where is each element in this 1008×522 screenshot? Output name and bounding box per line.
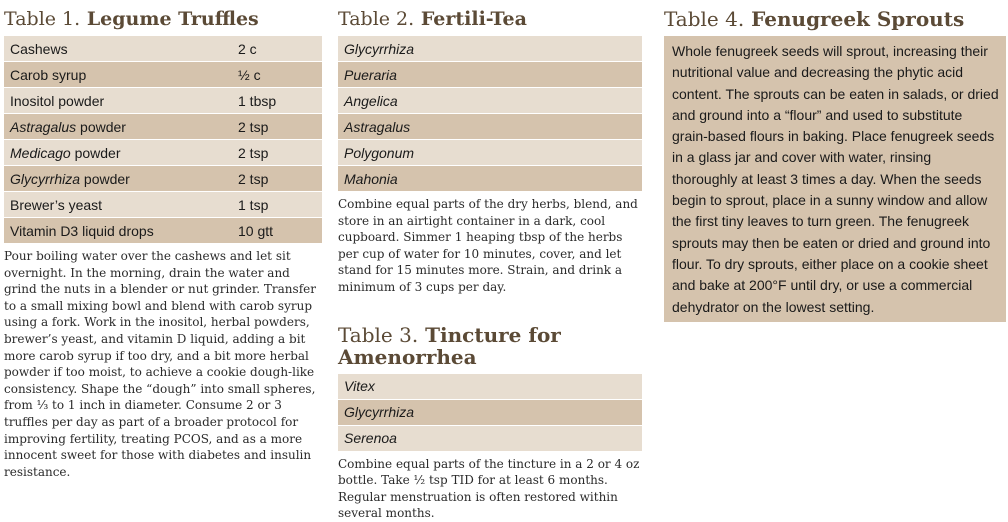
herb-name: Mahonia bbox=[344, 170, 398, 187]
table-row bbox=[338, 374, 642, 400]
ingredient-name: Cashews bbox=[10, 40, 68, 57]
table-row bbox=[4, 140, 322, 166]
ingredient-name: Vitamin D3 liquid drops bbox=[10, 222, 154, 239]
table-row bbox=[338, 166, 642, 192]
herb-name: Pueraria bbox=[344, 66, 397, 83]
herb-name: Astragalus bbox=[344, 118, 411, 135]
herb-name: Serenoa bbox=[344, 430, 397, 447]
herb-name: Glycyrrhiza bbox=[344, 404, 415, 421]
table1-number: Table 1. bbox=[4, 8, 81, 30]
table3-tinctures bbox=[338, 374, 642, 452]
table1-title bbox=[4, 0, 322, 36]
table-row bbox=[4, 114, 322, 140]
table1-instructions: Pour boiling water over the cashews and let sit overnight. In the morning, drain the water and grind the nuts in a blender or nut grinder. Transfer to a small mixing bowl and blend with carob syrup using a fork. Work in the inositol, herbal powders, brewer’s yeast, and vitamin D liquid, adding a bit more carob syrup if too dry, and a bit more herbal powder if too moist, to achieve a cookie dough-like consistency. Shape the “dough” into small spheres, from ⅓ to 1 inch in diameter. Consume 2 or 3 truffles per day as part of a broader protocol for improving fertility, treating PCOS, and as a more innocent sweet for those with diabetes and insulin resistance. bbox=[4, 249, 316, 479]
table-row bbox=[338, 426, 642, 452]
herb-name: Glycyrrhiza bbox=[344, 40, 415, 57]
ingredient-name: Carob syrup bbox=[10, 66, 87, 83]
table4-name: Fenugreek Sprouts bbox=[751, 7, 965, 31]
table1-ingredients bbox=[4, 36, 322, 244]
ingredient-name: Brewer’s yeast bbox=[10, 196, 103, 213]
table2-instructions: Combine equal parts of the dry herbs, blend, and store in an airtight container in a dark, cool cupboard. Simmer 1 heaping tbsp of the herbs per cup of water for 10 minutes, cover, and let stand for 15 minutes more. Strain, and drink a minimum of 3 cups per day. bbox=[338, 197, 638, 294]
table4-title bbox=[664, 0, 1006, 36]
table3-number: Table 3. bbox=[338, 322, 419, 347]
ingredient-quantity: 2 tsp bbox=[238, 118, 269, 135]
table3-section bbox=[338, 316, 642, 522]
table-row bbox=[4, 62, 322, 88]
herb-name: Angelica bbox=[344, 92, 398, 109]
table3-title bbox=[338, 316, 642, 374]
ingredient-quantity: 10 gtt bbox=[238, 222, 274, 239]
table-row bbox=[4, 192, 322, 218]
table-row bbox=[338, 88, 642, 114]
table-row bbox=[338, 114, 642, 140]
table-row bbox=[338, 140, 642, 166]
table3-name: Tincture for Amenorrhea bbox=[338, 322, 561, 369]
ingredient-name: Medicago powder bbox=[10, 144, 121, 161]
table-row bbox=[4, 218, 322, 244]
table2-name: Fertili-Tea bbox=[420, 8, 527, 30]
table4-number: Table 4. bbox=[664, 7, 745, 31]
ingredient-name: Glycyrrhiza powder bbox=[10, 170, 130, 187]
table-row bbox=[4, 166, 322, 192]
table-row bbox=[4, 36, 322, 62]
table1-name: Legume Truffles bbox=[86, 8, 259, 30]
ingredient-name: Inositol powder bbox=[10, 92, 105, 109]
ingredient-quantity: 2 tsp bbox=[238, 170, 269, 187]
table4-section bbox=[664, 0, 1006, 322]
ingredient-quantity: 2 tsp bbox=[238, 144, 269, 161]
table-row bbox=[338, 36, 642, 62]
table2-section bbox=[338, 0, 642, 522]
table1-section bbox=[4, 0, 322, 480]
ingredient-quantity: 2 c bbox=[238, 40, 257, 57]
table4-text: Whole fenugreek seeds will sprout, increasing their nutritional value and decreasing the phytic acid content. The sprouts can be eaten in salads, or dried and ground into a “flour” and used to substitute grain-based flours in baking. Place fenugreek seeds in a glass jar and cover with water, rinsing thoroughly at least 3 times a day. When the seeds begin to sprout, place in a sunny window and allow the first tiny leaves to turn green. The fenugreek sprouts may then be eaten or dried and ground into flour. To dry sprouts, either place on a cookie sheet and bake at 200°F until dry, or use a commercial dehydrator on the lowest setting. bbox=[664, 36, 1006, 322]
table2-herbs bbox=[338, 36, 642, 192]
table-row bbox=[338, 62, 642, 88]
ingredient-quantity: 1 tsp bbox=[238, 196, 269, 213]
ingredient-quantity: 1 tbsp bbox=[238, 92, 277, 109]
ingredient-quantity: ½ c bbox=[238, 66, 261, 83]
table2-title bbox=[338, 0, 642, 36]
table3-instructions: Combine equal parts of the tincture in a 2 or 4 oz bottle. Take ½ tsp TID for at least 6 months. Regular menstruation is often restored within several months. bbox=[338, 456, 640, 521]
table-row bbox=[338, 400, 642, 426]
herb-name: Vitex bbox=[344, 378, 375, 395]
table-row bbox=[4, 88, 322, 114]
table2-number: Table 2. bbox=[338, 8, 415, 30]
ingredient-name: Astragalus powder bbox=[10, 118, 126, 135]
herb-name: Polygonum bbox=[344, 144, 415, 161]
